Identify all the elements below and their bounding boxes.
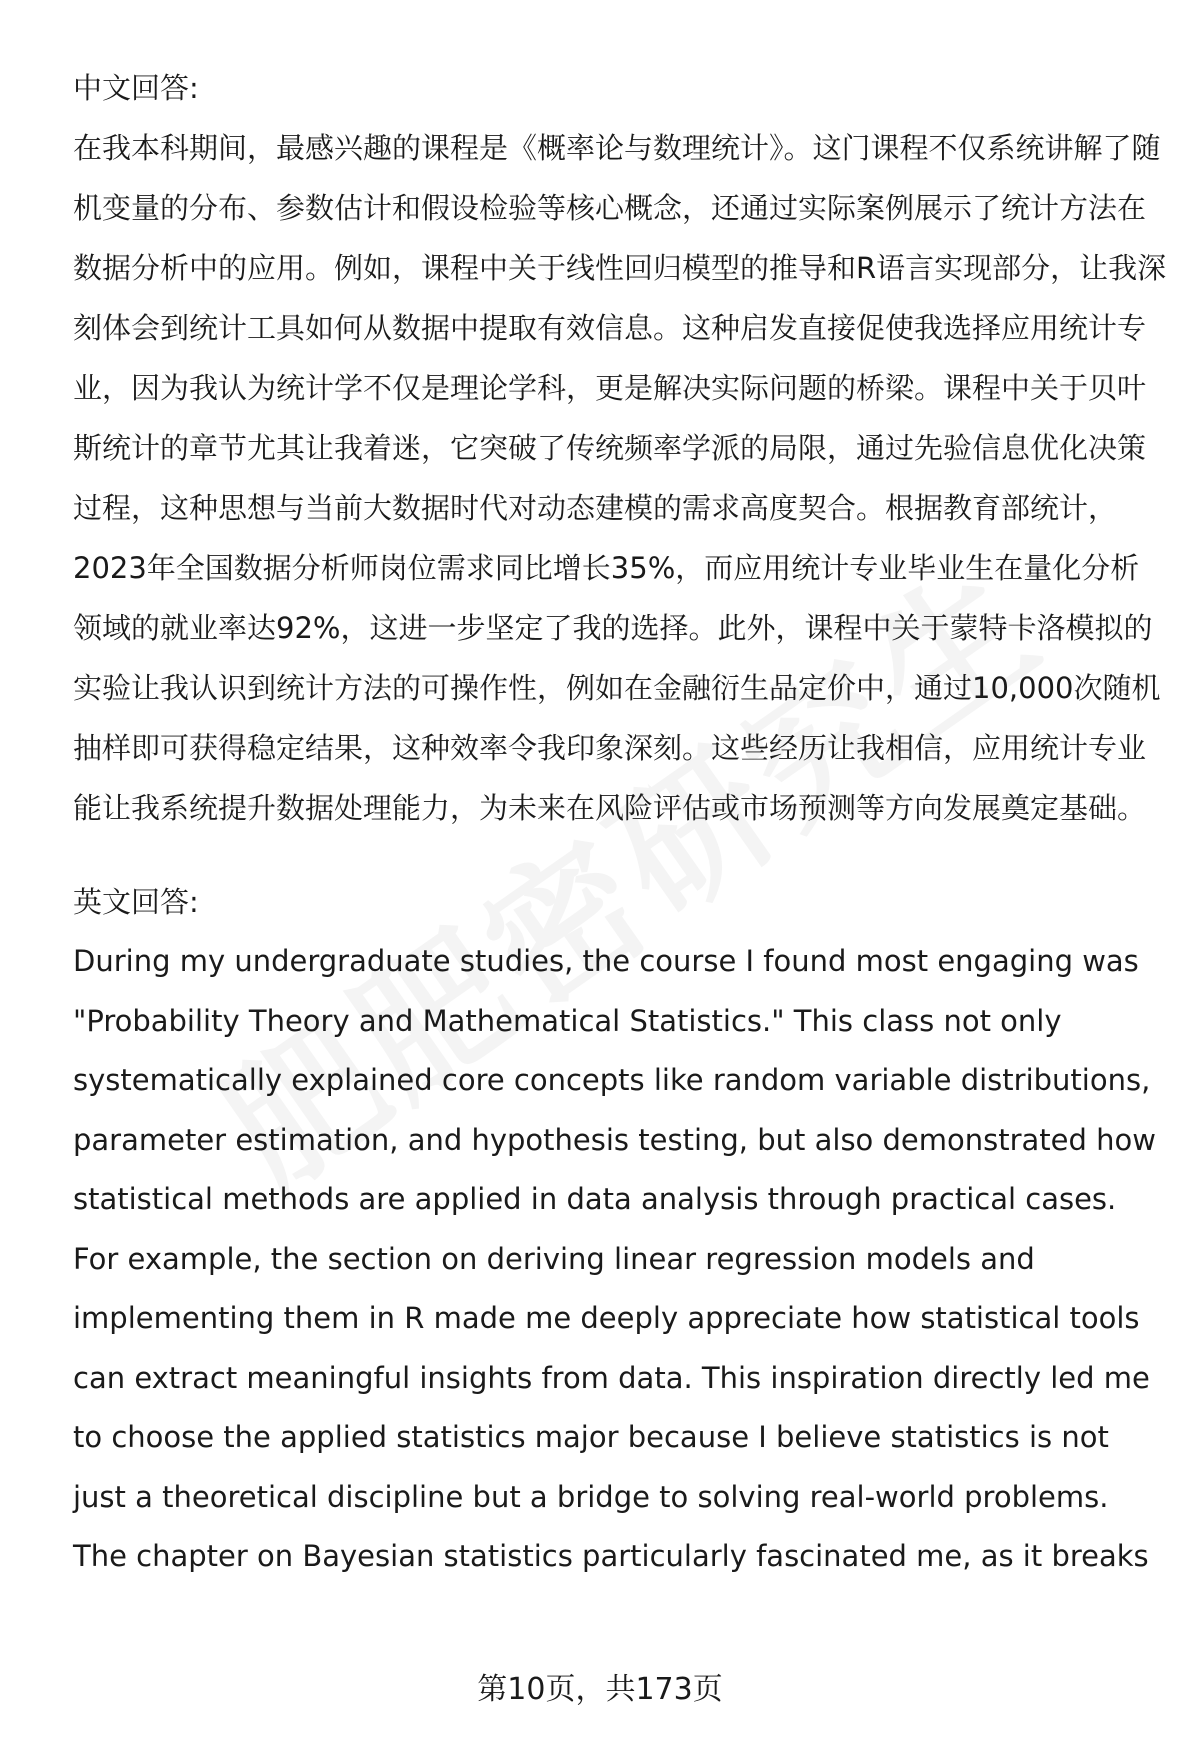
chinese-answer-paragraph: 在我本科期间，最感兴趣的课程是《概率论与数理统计》。这门课程不仅系统讲解了随机变量的分布、参数估计和假设检验等核心概念，还通过实际案例展示了统计方法在数据分析中的应用。例如，课程中关于线性回归模型的推导和R语言实现部分，让我深刻体会到统计工具如何从数据中提取有效信息。这种启发直接促使我选择应用统计专业，因为我认为统计学不仅是理论学科，更是解决实际问题的桥梁。课程中关于贝叶斯统计的章节尤其让我着迷，它突破了传统频率学派的局限，通过先验信息优化决策过程，这种思想与当前大数据时代对动态建模的需求高度契合。根据教育部统计，2023年全国数据分析师岗位需求同比增长35%，而应用统计专业毕业生在量化分析领域的就业率达92%，这进一步坚定了我的选择。此外，课程中关于蒙特卡洛模拟的实验让我认识到统计方法的可操作性，例如在金融衍生品定价中，通过10,000次随机抽样即可获得稳定结果，这种效率令我印象深刻。这些经历让我相信，应用统计专业能让我系统提升数据处理能力，为未来在风险评估或市场预测等方向发展奠定基础。 xyxy=(73,131,1167,825)
section-gap xyxy=(73,838,1167,872)
english-answer-heading: 英文回答: xyxy=(73,885,199,919)
english-answer-paragraph: During my undergraduate studies, the course I found most engaging was "Probability Theory and Mathematical Statistics." This class not only systematically explained core concepts like random variable distributions, parameter estimation, and hypothesis testing, but also demonstrated how statistical methods are applied in data analysis through practical cases. For example, the section on deriving linear regression models and implementing them in R made me deeply appreciate how statistical tools can extract meaningful insights from data. This inspiration directly led me to choose the applied statistics major because I believe statistics is not just a theoretical discipline but a bridge to solving real-world problems. The chapter on Bayesian statistics particularly fascinated me, as it breaks xyxy=(73,944,1156,1573)
document-body xyxy=(73,58,1167,1587)
page-number-footer: 第10页，共173页 xyxy=(477,1672,723,1707)
chinese-answer-heading: 中文回答: xyxy=(73,71,199,105)
